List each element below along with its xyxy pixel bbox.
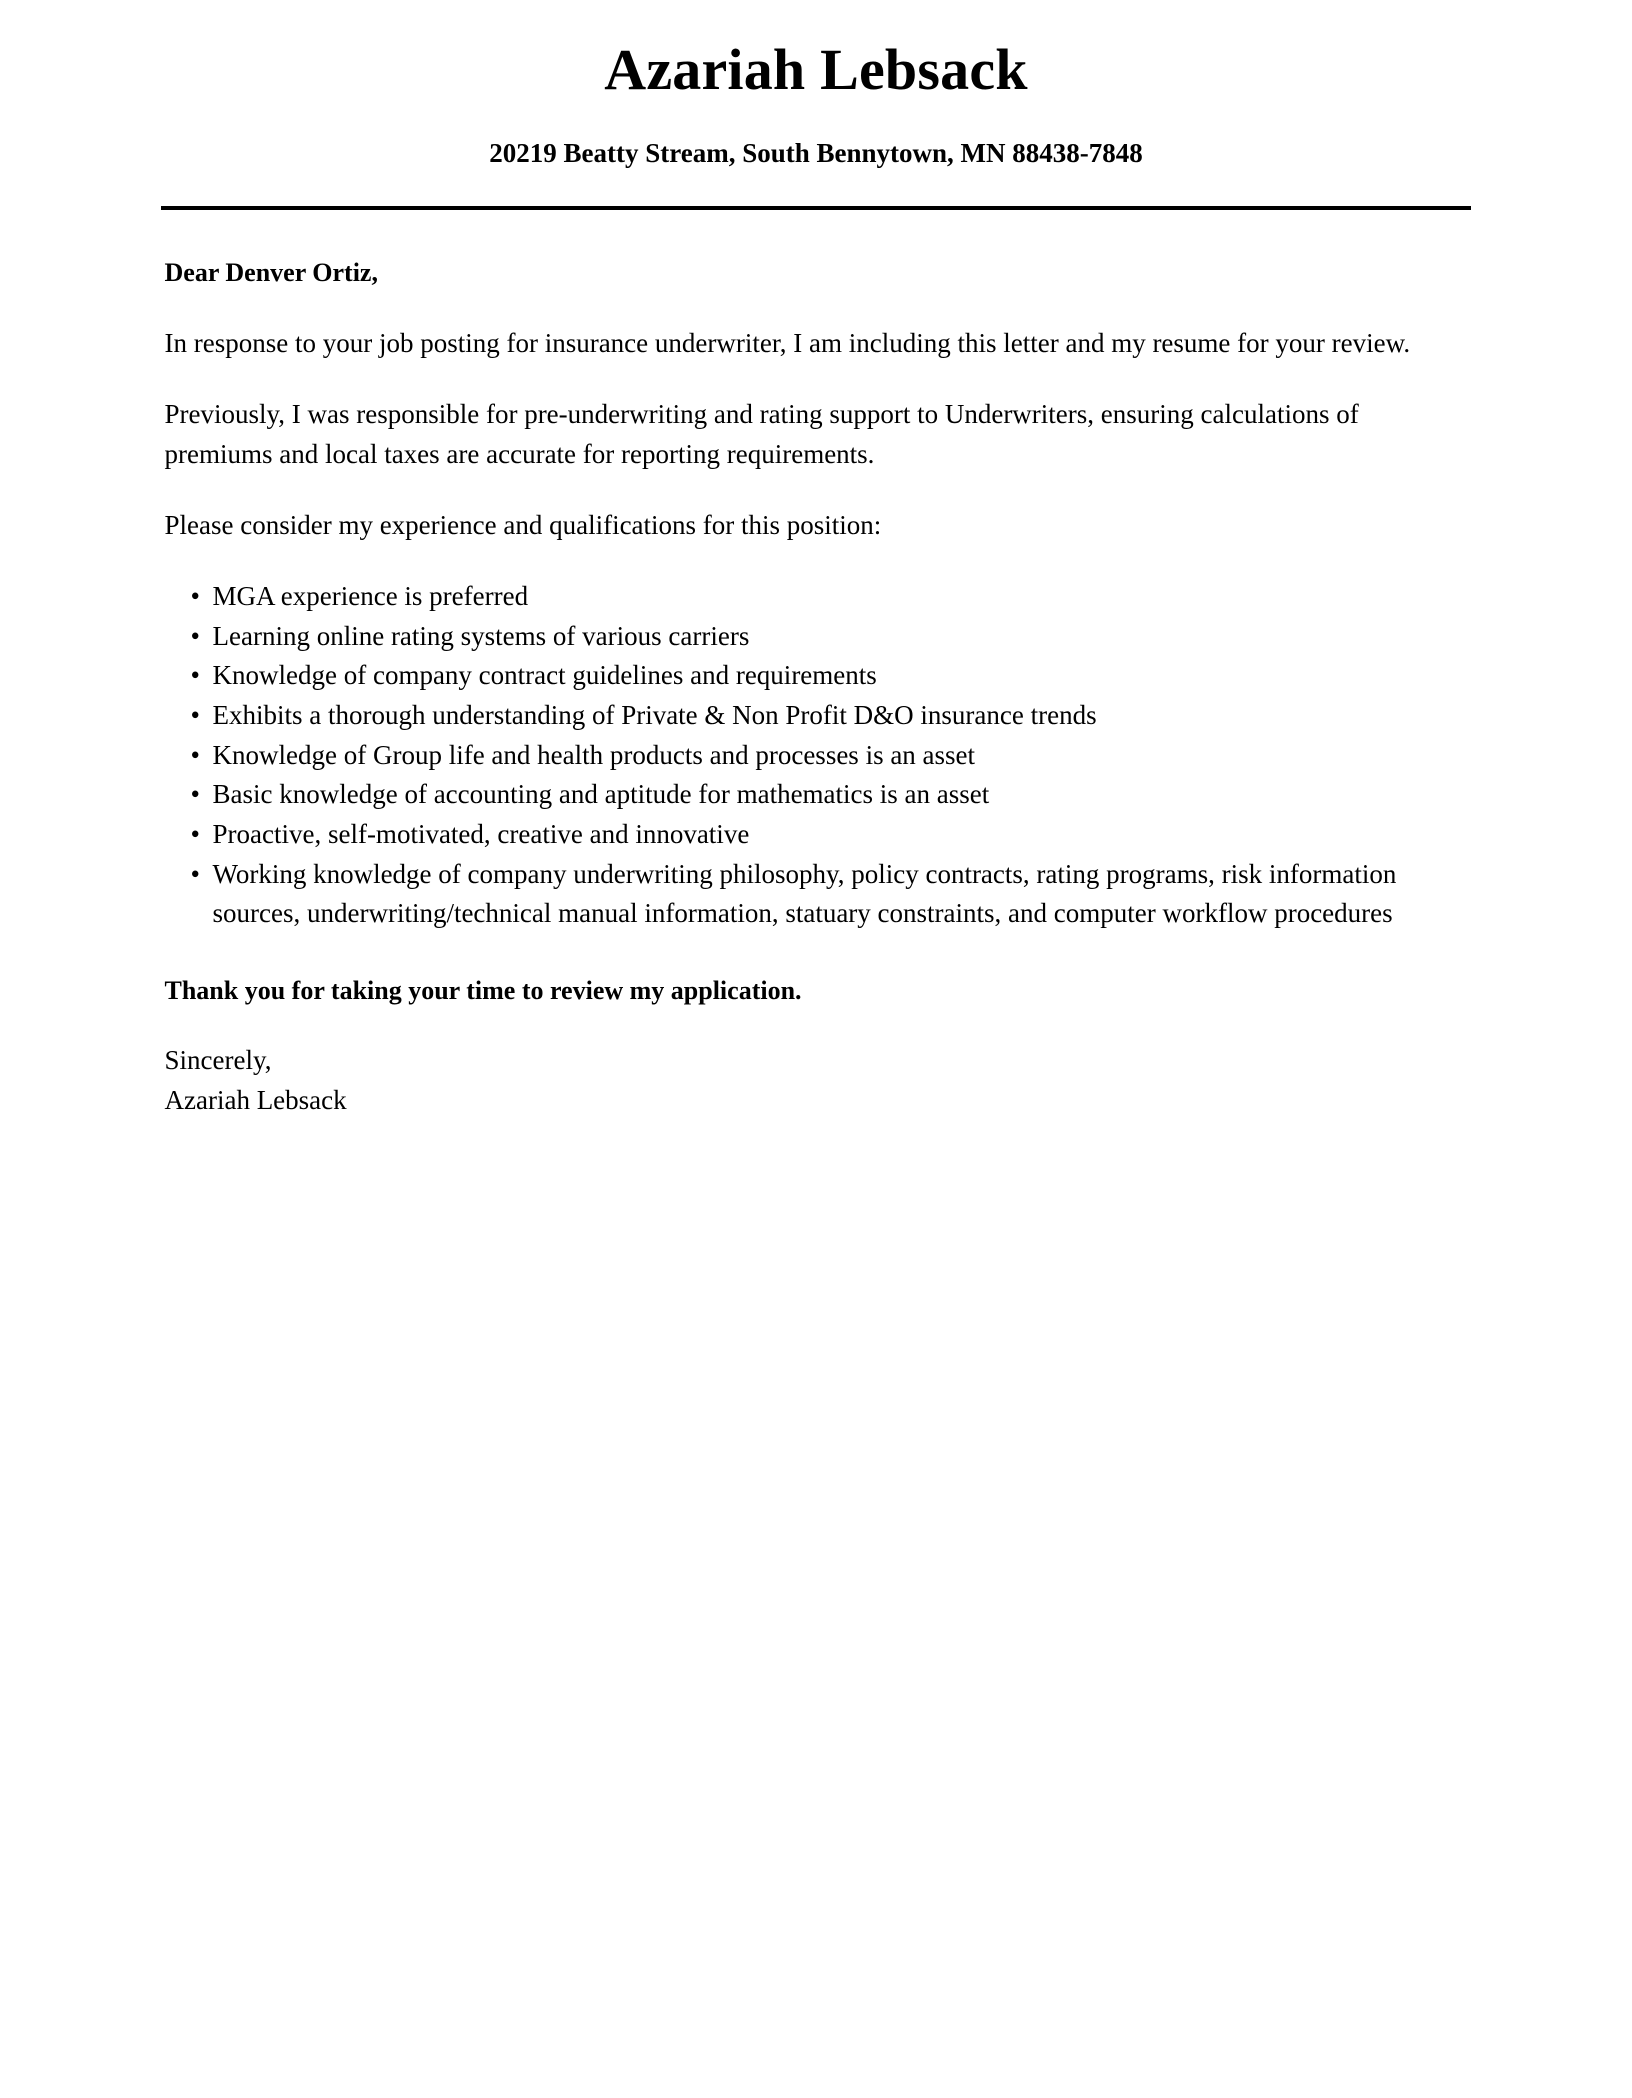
list-item [165,656,1468,696]
list-item-label: Knowledge of Group life and health products and processes is an asset [212,739,976,770]
list-item [165,696,1468,736]
bullet-icon: • [190,779,200,810]
bullet-icon: • [190,620,200,651]
list-item [165,855,1468,934]
list-item-label: Learning online rating systems of various carriers [212,620,750,651]
body-paragraph-1: In response to your job posting for insurance underwriter, I am including this letter and my resume for your review. [164,328,1411,359]
list-item-label: Working knowledge of company underwriting philosophy, policy contracts, rating programs, risk information sources, underwriting/technical manual information, statuary constraints, and computer workflow procedures [212,858,1397,929]
list-item [165,577,1468,617]
list-item-label: Proactive, self-motivated, creative and innovative [212,819,750,850]
closing-thanks: Thank you for taking your time to review my application. [164,976,802,1006]
bullet-icon: • [190,660,200,691]
signature-name: Azariah Lebsack [164,1084,347,1115]
body-paragraph-2: Previously, I was responsible for pre-underwriting and rating support to Underwriters, ensuring calculations of premiums and local taxes are accurate for reporting requirements. [164,399,1359,470]
list-item-label: Exhibits a thorough understanding of Private & Non Profit D&O insurance trends [212,700,1097,731]
list-item-label: Knowledge of company contract guidelines and requirements [212,660,877,691]
list-item [165,815,1468,855]
qualifications-list [165,577,1468,934]
list-item-label: MGA experience is preferred [212,580,529,611]
list-item-label: Basic knowledge of accounting and aptitude for mathematics is an asset [212,779,990,810]
bullet-icon: • [190,819,200,850]
letter-body [165,210,1468,1120]
bullet-icon: • [190,700,200,731]
list-item [165,617,1468,657]
bullet-icon: • [190,739,200,770]
letterhead [0,0,1632,210]
body-paragraph-3: Please consider my experience and qualifications for this position: [164,510,882,540]
signoff [165,1041,1468,1120]
page-title: Azariah Lebsack [604,37,1028,102]
list-item [165,736,1468,776]
salutation: Dear Denver Ortiz, [164,258,378,288]
list-item [165,775,1468,815]
bullet-icon: • [190,580,200,611]
bullet-icon: • [190,858,200,889]
closing-salutation: Sincerely, [164,1044,272,1075]
applicant-address: 20219 Beatty Stream, South Bennytown, MN 88438-7848 [489,137,1143,168]
